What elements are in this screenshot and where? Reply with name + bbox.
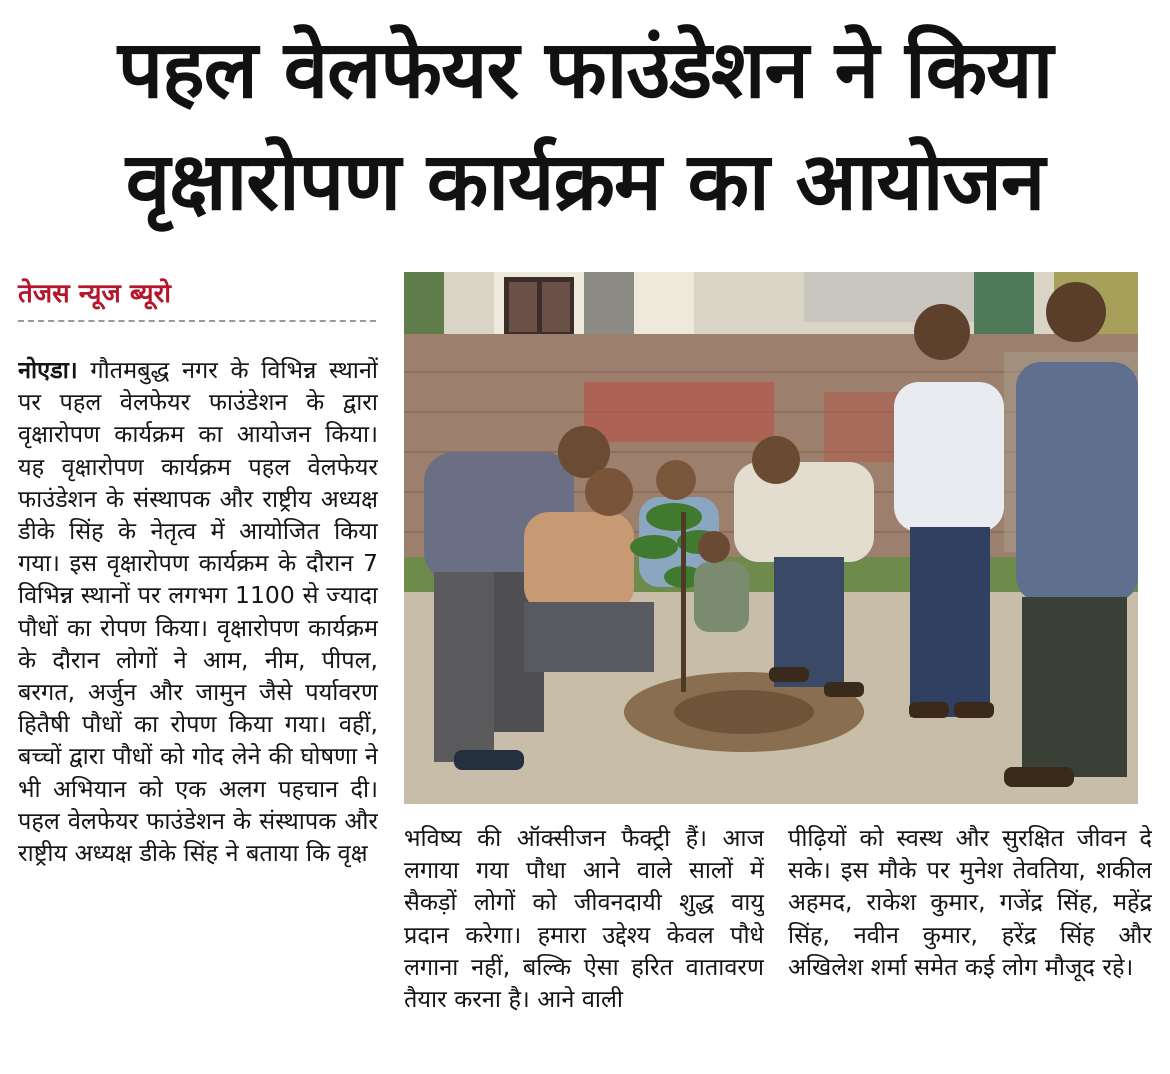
- headline: [0, 14, 1170, 238]
- headline-line-1: पहल वेलफेयर फाउंडेशन ने किया: [117, 23, 1053, 116]
- dateline: नोएडा।: [18, 356, 78, 384]
- article-column-2: भविष्य की ऑक्सीजन फैक्ट्री हैं। आज लगाया गया पौधा आने वाले सालों में सैकड़ों लोगों को जीवनदायी शुद्ध वायु प्रदान करेगा। हमारा उद्देश्य केवल पौधे लगाना नहीं, बल्कि ऐसा हरित वातावरण तैयार करना है। आने वाली: [404, 824, 764, 1014]
- byline: तेजस न्यूज ब्यूरो: [18, 279, 171, 309]
- article-column-3: पीढ़ियों को स्वस्थ और सुरक्षित जीवन दे सके। इस मौके पर मुनेश तेवतिया, शकील अहमद, राकेश कुमार, गजेंद्र सिंह, महेंद्र सिंह, नवीन कुमार, हरेंद्र सिंह और अखिलेश शर्मा समेत कई लोग मौजूद रहे।: [788, 824, 1152, 981]
- byline-divider: [18, 320, 376, 322]
- headline-line-2: वृक्षारोपण कार्यक्रम का आयोजन: [125, 135, 1045, 228]
- article-column-1: [18, 354, 378, 1064]
- column-1-text: गौतमबुद्ध नगर के विभिन्न स्थानों पर पहल वेलफेयर फाउंडेशन के द्वारा वृक्षारोपण कार्यक्रम का आयोजन किया। यह वृक्षारोपण कार्यक्रम पहल वेलफेयर फाउंडेशन के संस्थापक और राष्ट्रीय अध्यक्ष डीके सिंह के नेतृत्व में आयोजित किया गया। इस वृक्षारोपण कार्यक्रम के दौरान 7 विभिन्न स्थानों पर लगभग 1100 से ज्यादा पौधों का रोपण किया। वृक्षारोपण कार्यक्रम के दौरान लोगों ने आम, नीम, पीपल, बरगत, अर्जुन और जामुन जैसे पर्यावरण हितैषी पौधों का रोपण किया गया। वहीं, बच्चों द्वारा पौधों को गोद लेने की घोषणा ने भी अभियान को एक अलग पहचान दी। पहल वेलफेयर फाउंडेशन के संस्थापक और राष्ट्रीय अध्यक्ष डीके सिंह ने बताया कि वृक्ष: [18, 356, 378, 868]
- article-photo: [404, 272, 1138, 804]
